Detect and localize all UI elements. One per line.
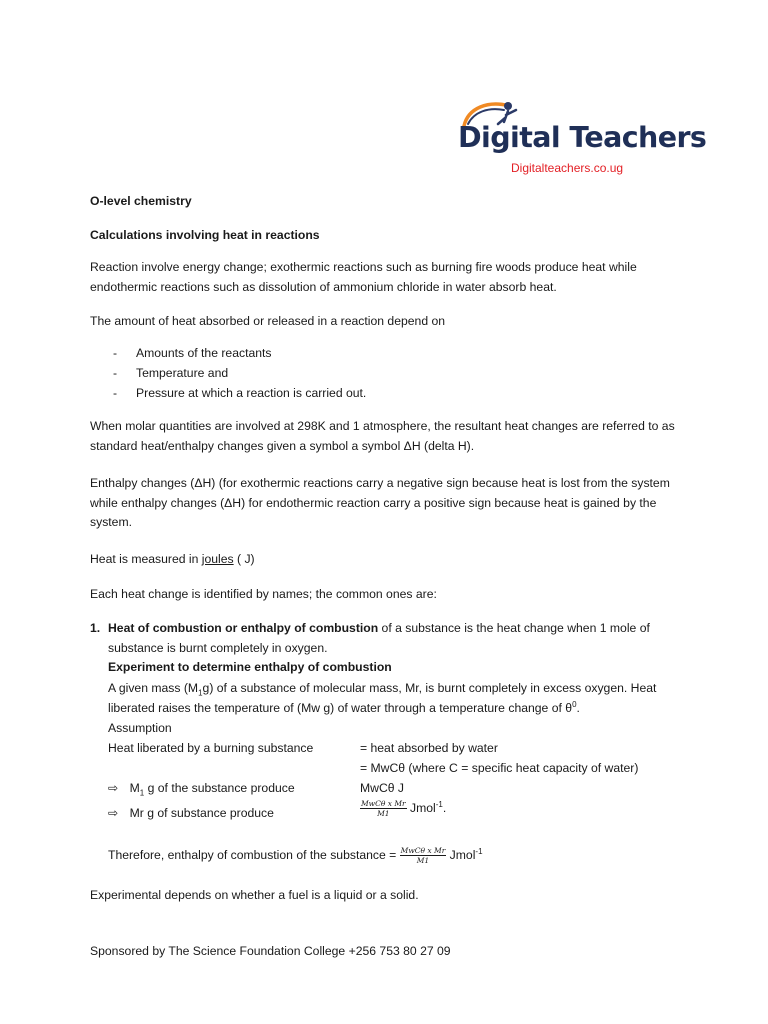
arrow-right-icon: ⇨ — [108, 806, 119, 820]
equation-heat-absorbed: = heat absorbed by water — [360, 741, 498, 755]
mr-step: ⇨ Mr g of substance produce — [108, 806, 274, 820]
digital-teachers-logo — [458, 98, 707, 188]
m1-step: ⇨ $M_1$ g of the substance produce — [108, 781, 295, 798]
therefore-line: Therefore, enthalpy of combustion of the substance = $\frac{\text{MwCθ x Mr}}{M1}$ Jmol$^{-1}$ — [108, 846, 483, 866]
assumption-label: Assumption — [108, 721, 172, 735]
logo-website: Digitalteachers.co.ug — [511, 161, 624, 175]
intro-paragraph: Reaction involve energy change; exothermic reactions such as burning fire woods produce heat while endothermic reactions such as dissolution of ammonium chloride in water absorb heat. — [90, 260, 637, 294]
equation-mwc-theta: = MwCθ (where C = specific heat capacity of water) — [360, 761, 639, 775]
experiment-description: A given mass $(M_1g)$ of a substance of molecular mass, Mr, is burnt completely in excess oxygen. Heat liberated raises the temperature of (Mw g) of water through a temperature change of $\theta^0$. — [108, 681, 657, 715]
topic-heading: Calculations involving heat in reactions — [90, 228, 320, 242]
heat-liberated-label: Heat liberated by a burning substance — [108, 741, 314, 755]
subject-heading: O-level chemistry — [90, 194, 192, 208]
logo-wordmark: Digital Teachers — [458, 121, 707, 154]
enthalpy-sign-paragraph: Enthalpy changes (ΔH) (for exothermic reactions carry a negative sign because heat is lost from the system while enthalpy changes (ΔH) for endothermic reaction carry a positive sign because heat is gained by the system. — [90, 476, 670, 529]
fraction: $\frac{\text{MwCθ x Mr}}{M1}$ — [400, 846, 446, 866]
arrow-right-icon: ⇨ — [108, 781, 119, 795]
combustion-definition: Heat of combustion or enthalpy of combustion of a substance is the heat change when 1 mole of substance is burnt completely in oxygen. — [108, 621, 650, 655]
depends-intro: The amount of heat absorbed or released in a reaction depend on — [90, 314, 446, 328]
mr-value: $\frac{\text{MwCθ x Mr}}{M1}$ Jmol$^{-1}$. — [361, 799, 447, 819]
list-number: 1. — [90, 621, 101, 635]
footer-sponsor: Sponsored by The Science Foundation College +256 753 80 27 09 — [90, 944, 451, 958]
heat-unit-line: Heat is measured in joules ( J) — [90, 552, 255, 566]
standard-enthalpy-paragraph: When molar quantities are involved at 298K and 1 atmosphere, the resultant heat changes are referred to as standard heat/enthalpy changes given a symbol a symbol ΔH (delta H). — [90, 419, 675, 453]
experimental-note: Experimental depends on whether a fuel is a liquid or a solid. — [90, 888, 419, 902]
names-intro: Each heat change is identified by names; the common ones are: — [90, 587, 437, 601]
experiment-heading: Experiment to determine enthalpy of combustion — [108, 660, 392, 674]
m1-value: MwCθ J — [360, 781, 405, 795]
fraction: $\frac{\text{MwCθ x Mr}}{M1}$ — [361, 799, 406, 819]
